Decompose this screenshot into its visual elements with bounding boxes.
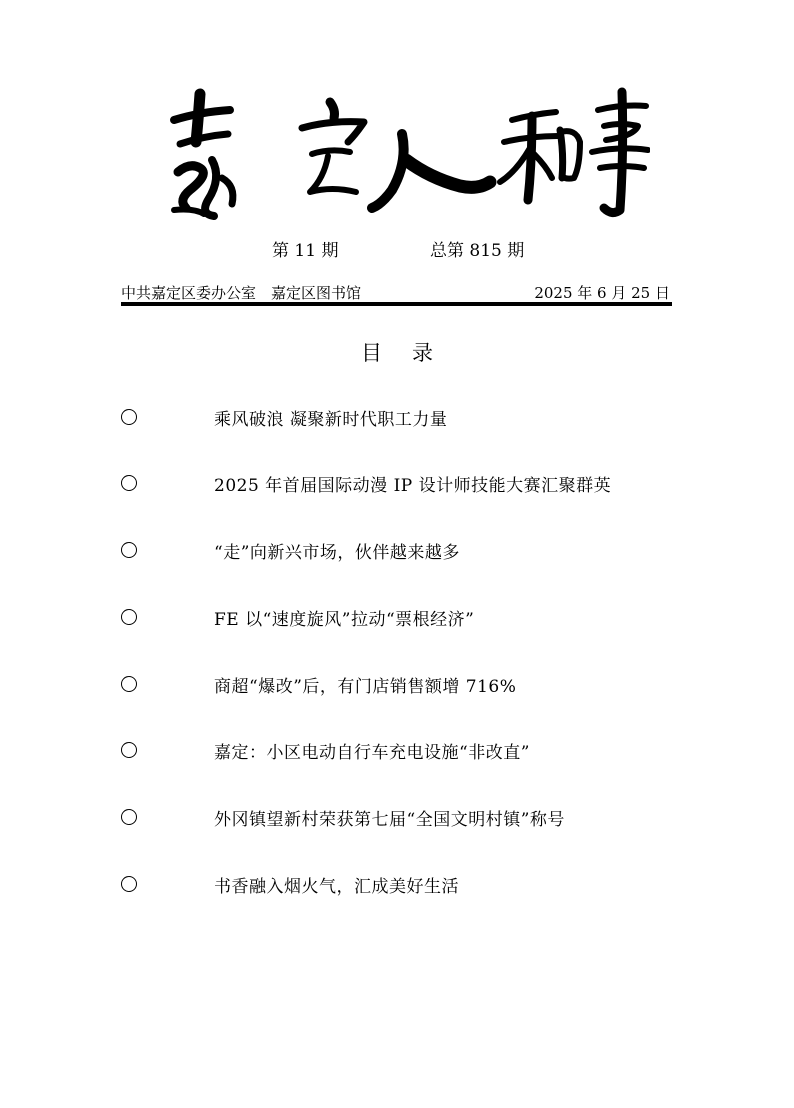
toc-item[interactable] (121, 740, 681, 766)
circle-bullet-icon (121, 475, 137, 491)
circle-bullet-icon (121, 542, 137, 558)
toc-heading: 目录 (361, 341, 463, 365)
toc-item-title[interactable]: 乘风破浪 凝聚新时代职工力量 (214, 410, 448, 430)
publisher-org: 中共嘉定区委办公室 嘉定区图书馆 (121, 284, 362, 302)
total-issue-number: 总第 815 期 (430, 241, 525, 261)
circle-bullet-icon (121, 609, 137, 625)
toc-item-title[interactable]: 商超“爆改”后，有门店销售额增 716% (214, 677, 517, 697)
publish-date: 2025 年 6 月 25 日 (534, 284, 670, 302)
toc-item[interactable] (121, 473, 681, 499)
toc-item-title[interactable]: 嘉定：小区电动自行车充电设施“非改直” (214, 743, 530, 763)
issue-number: 第 11 期 (272, 241, 339, 261)
publisher-line (121, 282, 672, 302)
toc-item[interactable] (121, 674, 681, 700)
circle-bullet-icon (121, 742, 137, 758)
toc-item-title[interactable]: 2025 年首届国际动漫 IP 设计师技能大赛汇聚群英 (214, 476, 612, 496)
circle-bullet-icon (121, 676, 137, 692)
toc-item-title[interactable]: 书香融入烟火气，汇成美好生活 (214, 877, 459, 897)
toc-item-title[interactable]: “走”向新兴市场，伙伴越来越多 (214, 543, 460, 563)
toc-item[interactable] (121, 540, 681, 566)
toc-item-title[interactable]: FE 以“速度旋风”拉动“票根经济” (214, 610, 475, 630)
circle-bullet-icon (121, 876, 137, 892)
toc-item[interactable] (121, 874, 681, 900)
toc-item[interactable] (121, 607, 681, 633)
toc-item[interactable] (121, 407, 681, 433)
circle-bullet-icon (121, 409, 137, 425)
issue-line (0, 236, 794, 260)
header-divider (121, 302, 672, 306)
toc-item-title[interactable]: 外冈镇望新村荣获第七届“全国文明村镇”称号 (214, 810, 565, 830)
circle-bullet-icon (121, 809, 137, 825)
toc-item[interactable] (121, 807, 681, 833)
masthead-calligraphy-graphic (160, 82, 650, 227)
masthead-calligraphy (160, 82, 650, 227)
